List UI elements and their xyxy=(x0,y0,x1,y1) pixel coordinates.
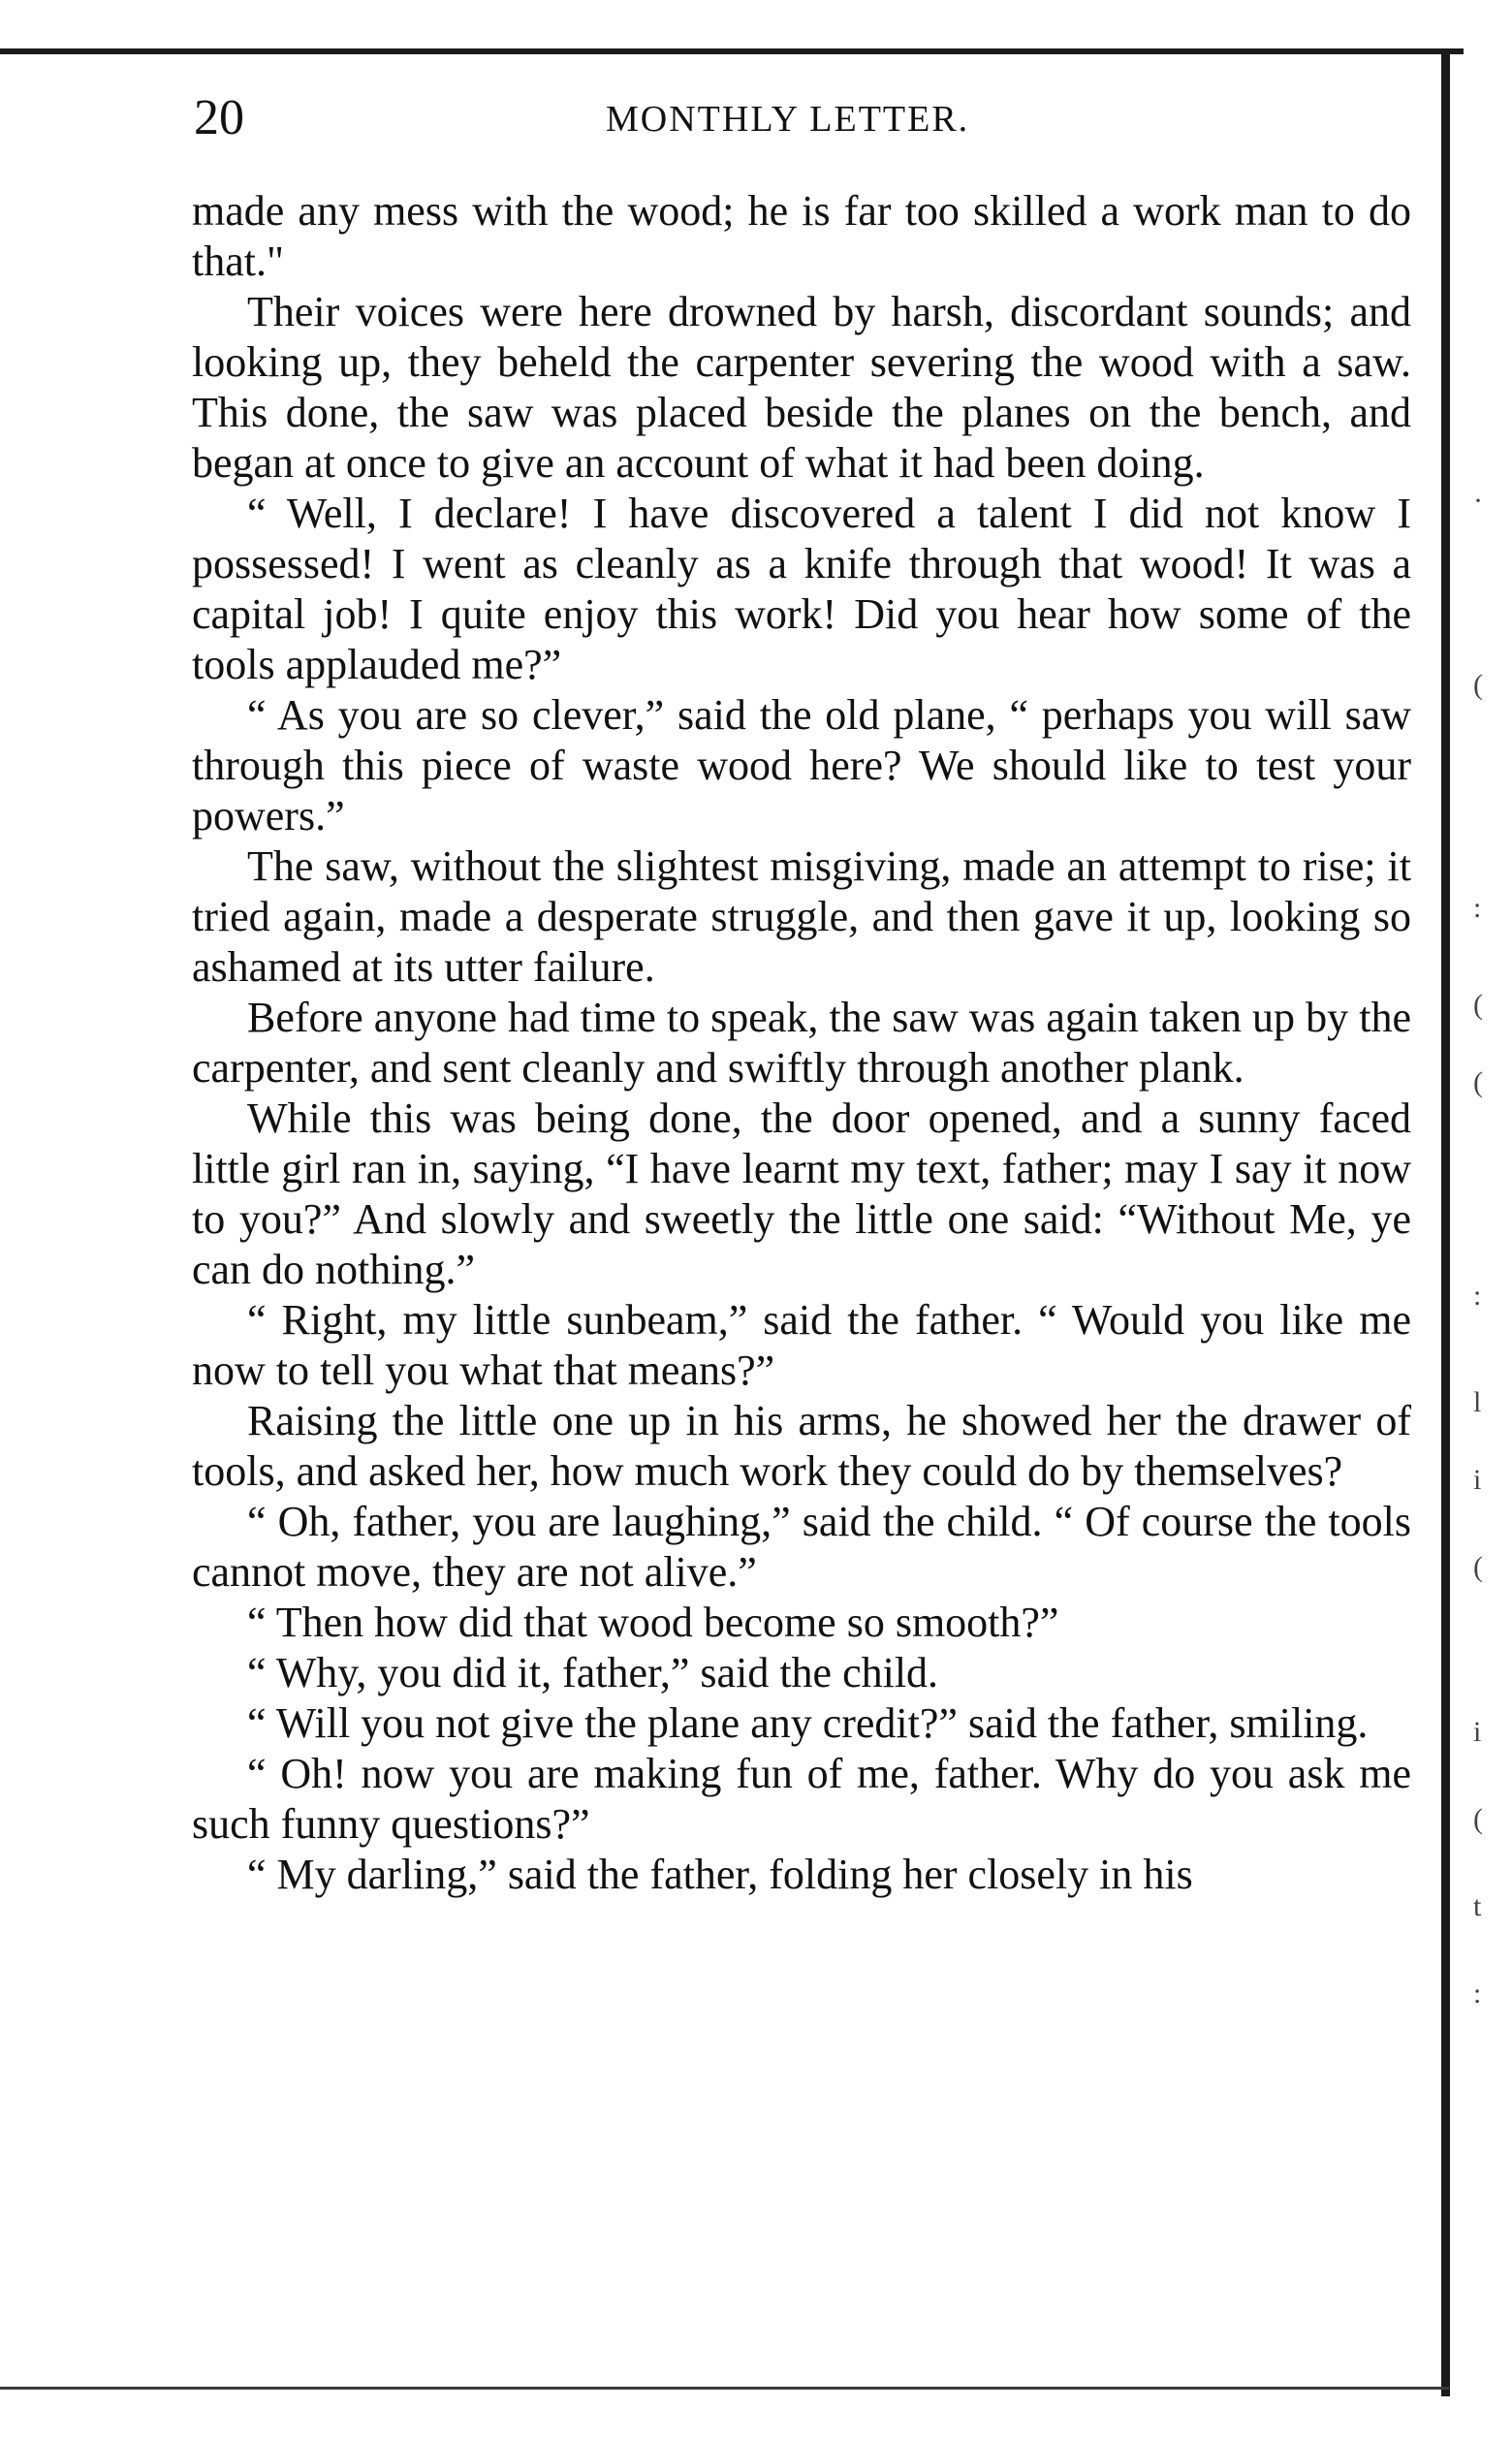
paragraph: While this was being done, the door opened, and a sunny faced little girl ran in, saying, “I have learnt my text, father; may I say it now to you?” And slowly and sweetly the little one said: “Without Me, ye can do nothing.” xyxy=(192,1094,1411,1293)
paragraph: Before anyone had time to speak, the saw was again taken up by the carpenter, and sent cleanly and swiftly through another plank. xyxy=(192,994,1411,1092)
right-binding-rule xyxy=(1441,50,1450,2396)
page-header xyxy=(194,89,1425,147)
bleed-through-marks: · ( : ( ( : l i ( i ( t : xyxy=(1473,485,1483,2010)
paragraph: “ Oh, father, you are laughing,” said the child. “ Of course the tools cannot move, they are not alive.” xyxy=(192,1498,1411,1596)
paragraph: “ Well, I declare! I have discovered a talent I did not know I possessed! I went as cleanly as a knife through that wood! It was a capital job! I quite enjoy this work! Did you hear how some of the tools applauded me?” xyxy=(192,490,1411,688)
paragraph: The saw, without the slightest misgiving, made an attempt to rise; it tried again, made a desperate struggle, and then gave it up, looking so ashamed at its utter failure. xyxy=(192,842,1411,991)
paragraph: “ Right, my little sunbeam,” said the father. “ Would you like me now to tell you what that means?” xyxy=(192,1296,1411,1394)
paragraph: “ Then how did that wood become so smooth?” xyxy=(247,1599,1059,1646)
paragraph: made any mess with the wood; he is far too skilled a work man to do that." xyxy=(192,187,1411,285)
paragraph: Their voices were here drowned by harsh, discordant sounds; and looking up, they beheld the carpenter severing the wood with a saw. This done, the saw was placed beside the planes on the bench, and began at once to give an account of what it had been doing. xyxy=(192,288,1411,487)
paragraph: “ Why, you did it, father,” said the child. xyxy=(247,1649,939,1696)
bottom-rule xyxy=(0,2387,1449,2390)
paragraph: “ My darling,” said the father, folding her closely in his xyxy=(247,1851,1193,1898)
running-title: MONTHLY LETTER. xyxy=(606,99,970,140)
body-text xyxy=(192,186,1411,1900)
page-number: 20 xyxy=(194,90,244,145)
paragraph: “ As you are so clever,” said the old plane, “ perhaps you will saw through this piece of waste wood here? We should like to test your powers.” xyxy=(192,691,1411,840)
paragraph: “ Oh! now you are making fun of me, father. Why do you ask me such funny questions?” xyxy=(192,1750,1411,1848)
top-rule xyxy=(0,48,1464,54)
paragraph: “ Will you not give the plane any credit?” said the father, smiling. xyxy=(247,1699,1369,1747)
paragraph: Raising the little one up in his arms, he showed her the drawer of tools, and asked her, how much work they could do by themselves? xyxy=(192,1397,1411,1495)
